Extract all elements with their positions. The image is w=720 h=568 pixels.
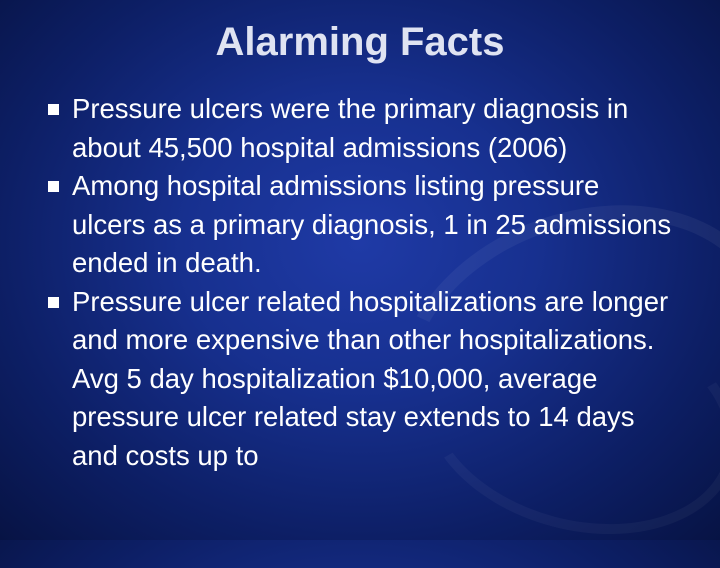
bullet-item <box>48 167 678 283</box>
bullet-item <box>48 90 678 167</box>
square-bullet-icon <box>48 104 59 115</box>
bullet-item <box>48 283 678 476</box>
bullet-text: Pressure ulcer related hospitalizations are longer and more expensive than other hospitalizations. Avg 5 day hospitalization $10,000, average pressure ulcer related stay extends to 14 days and costs up to <box>72 285 669 471</box>
bullet-list <box>48 90 678 475</box>
bullet-text: Pressure ulcers were the primary diagnosis in about 45,500 hospital admissions (2006) <box>72 93 629 163</box>
square-bullet-icon <box>48 297 59 308</box>
slide-title: Alarming Facts <box>215 20 505 64</box>
square-bullet-icon <box>48 181 59 192</box>
bullet-text: Among hospital admissions listing pressure ulcers as a primary diagnosis, 1 in 25 admissions ended in death. <box>72 170 672 278</box>
